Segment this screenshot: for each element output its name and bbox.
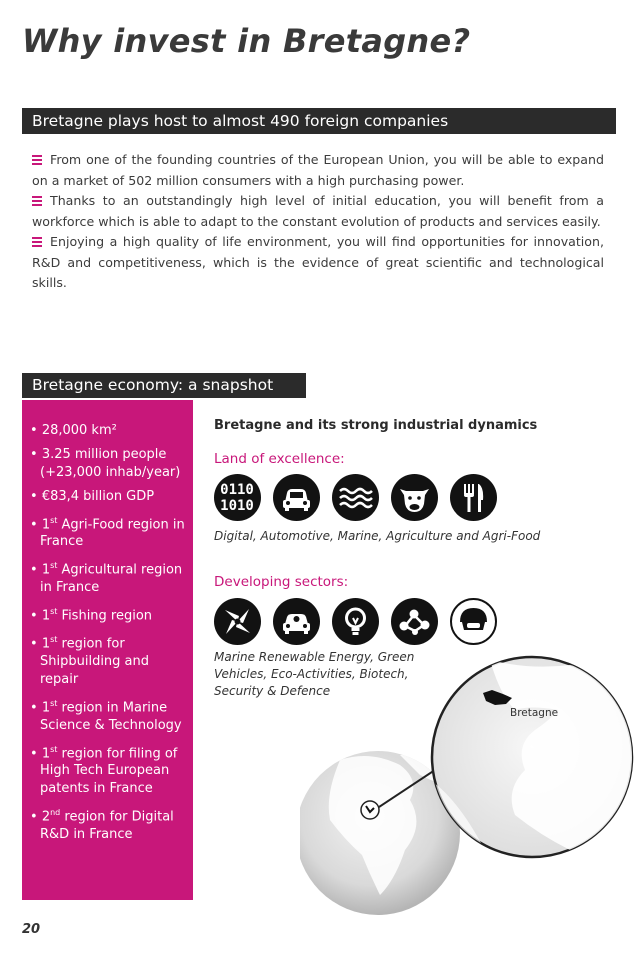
fact-item: • 28,000 km² [30,423,117,438]
developing-icons [214,598,497,645]
fact-text: 1 [41,700,51,716]
binary-line: 0110 [220,482,254,498]
excellence-caption: Digital, Automotive, Marine, Agriculture and Agri-Food [214,529,541,543]
fact-item: • 1st region for Shipbuilding and repair [30,635,150,687]
fact-text: 3.25 million people (+23,000 inhab/year) [40,447,181,480]
developing-caption-line: Marine Renewable Energy, Green [214,650,415,664]
waves-icon [332,474,379,521]
binary-digital-icon [214,474,261,521]
bullet-icon [32,155,42,165]
fact-ordinal: st [50,561,58,571]
intro-paragraph: Enjoying a high quality of life environment, you will find opportunities for innovation, R&D and competitiveness, which is the evidence of great scientific and technological skills. [32,234,604,290]
economy-facts-list [30,422,187,843]
fact-text: region in Marine Science & Technology [40,700,182,733]
developing-caption-line: Security & Defence [214,684,331,698]
turbine-icon [214,598,261,645]
car-icon [273,474,320,521]
fact-text: 1 [41,745,51,761]
fork-knife-icon [450,474,497,521]
intro-paragraph: Thanks to an outstandingly high level of initial education, you will benefit from a workforce which is able to adapt to the constant evolution of products and services easily. [32,193,604,229]
globe-map [300,650,638,915]
fact-text: region for Digital R&D in France [40,809,174,842]
helmet-icon [450,598,497,645]
fact-text: 1 [41,562,51,578]
economy-heading: Bretagne economy: a snapshot [22,373,306,398]
fact-ordinal: st [50,515,58,525]
fact-ordinal: st [50,607,58,617]
intro-text [32,150,604,294]
fact-text: 2 [41,809,51,825]
fact-item: • €83,4 billion GDP [30,488,155,504]
fact-text: Agricultural region in France [40,562,183,596]
binary-line: 1010 [220,498,254,514]
intro-paragraph: From one of the founding countries of the European Union, you will be able to expand on a market of 502 million consumers with a high purchasing power. [32,152,604,188]
lightbulb-icon [332,598,379,645]
fact-text: Fishing region [57,608,153,624]
fact-text: 1 [41,636,51,652]
bullet-icon [32,237,42,247]
fact-text: €83,4 billion GDP [41,488,155,504]
fact-item: • 1st region in Marine Science & Technology [30,698,182,733]
fact-item: • 1st Fishing region [30,607,153,624]
fact-text: Agri-Food region in France [40,516,185,550]
dynamics-heading: Bretagne and its strong industrial dynamics [214,418,538,433]
fact-text: region for filing of High Tech European patents in France [40,745,178,796]
fact-item: • 2nd region for Digital R&D in France [30,807,174,842]
fact-ordinal: st [50,698,58,708]
map-label: Bretagne [510,707,559,719]
fact-ordinal: nd [50,807,61,817]
fact-text: 1 [41,516,51,532]
excellence-icons [214,474,497,521]
developing-caption-line: Vehicles, Eco-Activities, Biotech, [214,667,409,681]
fact-text: 1 [41,608,51,624]
developing-label: Developing sectors: [214,574,349,590]
fact-item: • 3.25 million people (+23,000 inhab/year) [30,447,181,480]
cow-icon [391,474,438,521]
bullet-icon [32,196,42,206]
fact-text: 28,000 km² [41,423,117,438]
excellence-label: Land of excellence: [214,451,345,467]
fact-item: • 1st region for filing of High Tech European patents in France [30,744,178,796]
green-car-icon [273,598,320,645]
hosts-heading: Bretagne plays host to almost 490 foreign companies [22,108,616,134]
fact-ordinal: st [50,635,58,645]
page-title: Why invest in Bretagne? [22,22,471,60]
fact-item: • 1st Agricultural region in France [30,561,183,596]
fact-ordinal: st [50,744,58,754]
fact-text: region for Shipbuilding and repair [40,636,150,687]
fact-item: • 1st Agri-Food region in France [30,515,185,550]
economy-facts-panel [22,400,193,900]
page-number: 20 [22,922,41,937]
molecule-icon [391,598,438,645]
